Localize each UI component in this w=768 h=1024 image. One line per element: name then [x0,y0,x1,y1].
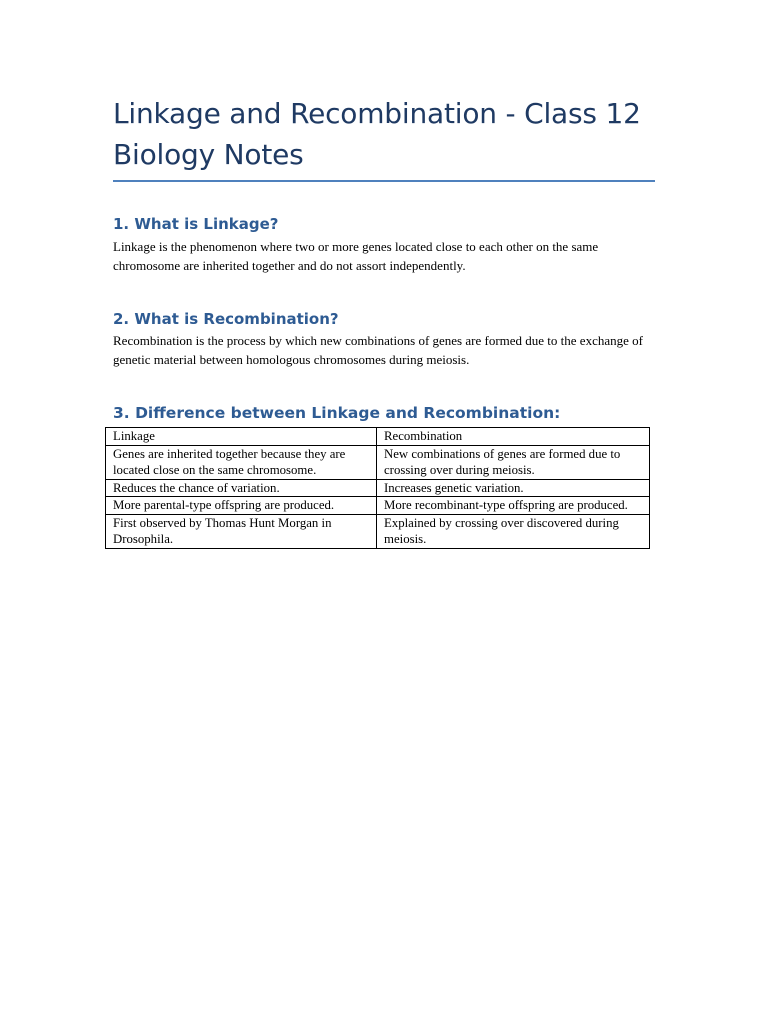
section-body-recombination: Recombination is the process by which new combinations of genes are formed due to the exchange of genetic material between homologous chromosomes during meiosis. [113,333,643,367]
table-header-row [106,428,650,446]
table-row [106,479,650,497]
section-heading-linkage: 1. What is Linkage? [113,215,279,233]
table-cell: Increases genetic variation. [377,479,650,497]
table-header-cell: Linkage [106,428,377,446]
table-cell: Explained by crossing over discovered during meiosis. [377,514,650,548]
section-body-linkage: Linkage is the phenomenon where two or more genes located close to each other on the same chromosome are inherited together and do not assort independently. [113,239,599,273]
table-header-cell: Recombination [377,428,650,446]
table-cell: Genes are inherited together because they are located close on the same chromosome. [106,445,377,479]
table-cell: More parental-type offspring are produced. [106,497,377,515]
table-cell: First observed by Thomas Hunt Morgan in Drosophila. [106,514,377,548]
document-title: Linkage and Recombination - Class 12 Biology Notes [113,97,641,171]
section-heading-difference: 3. Difference between Linkage and Recombination: [113,404,561,422]
table-cell: More recombinant-type offspring are produced. [377,497,650,515]
table-row [106,514,650,548]
difference-table [105,427,650,549]
section-heading-recombination: 2. What is Recombination? [113,310,339,328]
title-underline [113,180,655,182]
table-cell: Reduces the chance of variation. [106,479,377,497]
table-row [106,497,650,515]
table-row [106,445,650,479]
table-cell: New combinations of genes are formed due to crossing over during meiosis. [377,445,650,479]
